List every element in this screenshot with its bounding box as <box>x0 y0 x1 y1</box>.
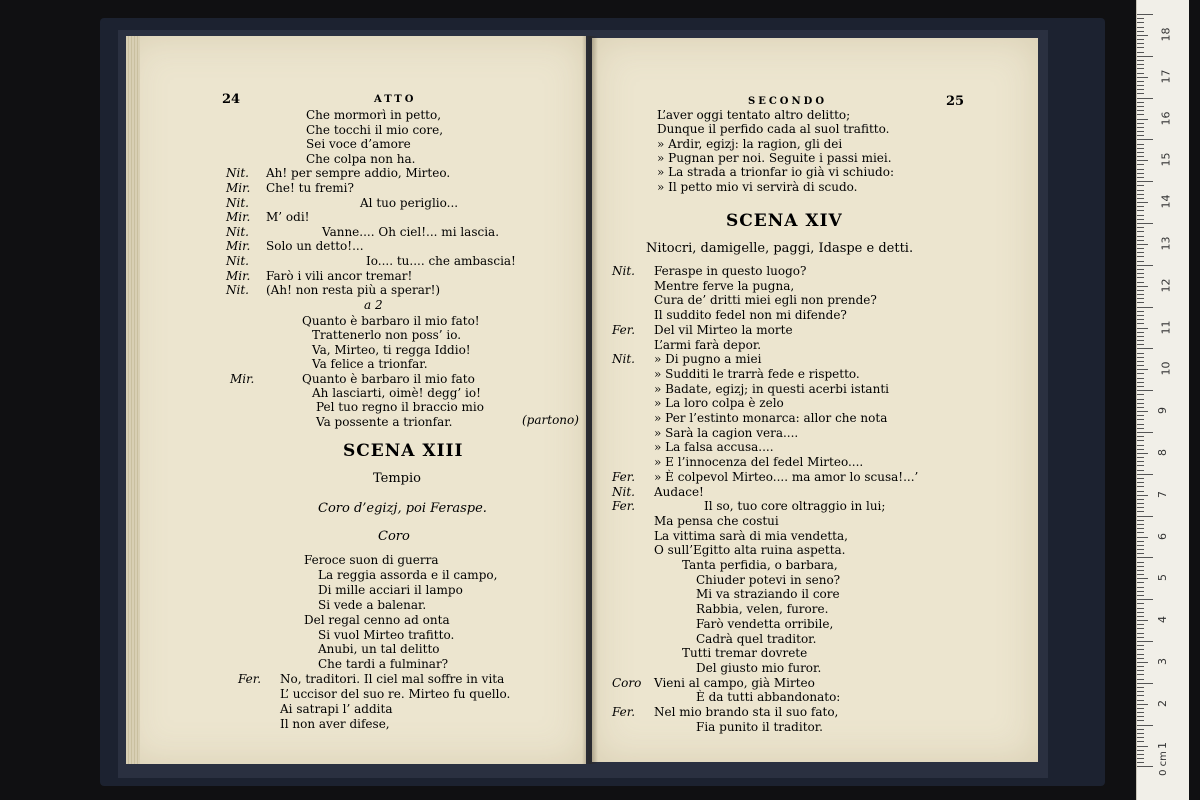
verse-line: » Di pugno a miei <box>654 352 762 367</box>
ruler-number: 7 <box>1156 490 1169 498</box>
verse-line: Ma pensa che costui <box>654 513 779 528</box>
verse-line: Vanne.... Oh ciel!... mi lascia. <box>322 224 500 239</box>
verse-line: La vittima sarà di mia vendetta, <box>654 528 848 543</box>
verse-line: Ah! per sempre addio, Mirteo. <box>266 166 451 181</box>
verse-line: Cura de’ dritti miei egli non prende? <box>654 293 877 308</box>
verse-line: » È colpevol Mirteo.... ma amor lo scusa!...’ <box>654 469 919 484</box>
verse-line: Trattenerlo non poss’ io. <box>312 328 462 343</box>
page-edges <box>126 36 140 764</box>
speaker-label: Nit. <box>226 283 249 298</box>
verse-line: (Ah! non resta più a sperar!) <box>266 283 441 298</box>
verse-line: Va felice a trionfar. <box>312 357 428 372</box>
verse-line: » E l’innocenza del fedel Mirteo.... <box>654 455 864 470</box>
book-gutter <box>582 36 598 764</box>
scene-characters-xiii: Coro d’egizj, poi Feraspe. <box>318 501 487 516</box>
verse-line: » Il petto mio vi servirà di scudo. <box>657 179 858 194</box>
page-number-left: 24 <box>222 92 241 107</box>
verse-line: Tanta perfidia, o barbara, <box>682 558 838 572</box>
verse-line: » Badate, egizj; in questi acerbi istanti <box>654 381 889 396</box>
ruler-number: 12 <box>1159 278 1173 293</box>
verse-line: Il non aver difese, <box>280 716 390 731</box>
verse-line: » Ardir, egizj: la ragion, gli dei <box>657 136 843 151</box>
speaker-label: Mir. <box>226 268 251 283</box>
verse-line: Va, Mirteo, ti regga Iddio! <box>312 342 471 357</box>
verse-line: Il suddito fedel non mi difende? <box>654 308 847 323</box>
verse-line: Del regal cenno ad onta <box>304 612 450 627</box>
speaker-label: Mir. <box>230 371 255 386</box>
verse-line: Vieni al campo, già Mirteo <box>654 675 815 690</box>
scene-title-xiii: SCENA XIII <box>343 441 464 461</box>
verse-line: Pel tuo regno il braccio mio <box>316 400 484 415</box>
verse-line: Dunque il perfido cada al suol trafitto. <box>657 122 890 137</box>
speaker-label: Fer. <box>612 469 636 484</box>
verse-line: Feroce suon di guerra <box>304 553 439 567</box>
verse-line: Sei voce d’amore <box>306 137 411 152</box>
verse-line: Farò vendetta orribile, <box>696 616 834 631</box>
measuring-ruler <box>1136 0 1189 800</box>
scene-characters-xiv: Nitocri, damigelle, paggi, Idaspe e detti. <box>646 241 914 256</box>
verse-line: Si vuol Mirteo trafitto. <box>318 627 455 642</box>
verse-line: Va possente a trionfar. <box>316 414 453 429</box>
ruler-number: 17 <box>1159 69 1173 84</box>
speaker-label: Fer. <box>612 499 636 514</box>
ruler-number: 4 <box>1156 616 1169 624</box>
speaker-label: Nit. <box>612 352 635 367</box>
ruler-number: 9 <box>1156 407 1169 415</box>
speaker-label: Fer. <box>238 672 262 687</box>
verse-line: Che! tu fremi? <box>266 181 354 195</box>
verse-line: Ah lasciarti, oimè! degg’ io! <box>312 386 481 400</box>
verse-line: » Per l’estinto monarca: allor che nota <box>654 411 888 425</box>
verse-line: Si vede a balenar. <box>318 597 427 612</box>
speaker-label: Nit. <box>612 484 635 499</box>
ruler-number: 8 <box>1156 449 1169 456</box>
verse-line: O sull’Egitto alta ruina aspetta. <box>654 543 846 558</box>
verse-line: Quanto è barbaro il mio fato <box>302 371 475 386</box>
verse-line: Mentre ferve la pugna, <box>654 278 795 293</box>
verse-line: Del vil Mirteo la morte <box>654 322 793 337</box>
ruler-number: 10 <box>1159 361 1173 376</box>
a-due-label: a 2 <box>364 298 383 312</box>
verse-line: Di mille acciari il lampo <box>318 582 463 597</box>
verse-line: » La loro colpa è zelo <box>654 396 784 411</box>
stage-direction-partono: (partono) <box>522 413 579 427</box>
verse-line: È da tutti abbandonato: <box>696 690 841 705</box>
ruler-number: 15 <box>1159 152 1173 167</box>
verse-line: » Sarà la cagion vera.... <box>654 425 799 440</box>
verse-line: Fia punito il traditor. <box>696 719 823 734</box>
ruler-number: 2 <box>1156 699 1169 707</box>
ruler-number: 18 <box>1159 27 1173 42</box>
verse-line: Cadrà quel traditor. <box>696 631 817 646</box>
verse-line: Il so, tuo core oltraggio in lui; <box>704 499 886 514</box>
verse-line: Nel mio brando sta il suo fato, <box>654 705 839 719</box>
speaker-label: Nit. <box>226 254 249 268</box>
running-head-left: ATTO <box>374 94 417 105</box>
speaker-label: Nit. <box>226 195 249 210</box>
verse-line: Ai satrapi l’ addita <box>280 702 393 716</box>
verse-line: » Sudditi le trarrà fede e rispetto. <box>654 366 860 381</box>
verse-line: Che mormorì in petto, <box>306 108 442 122</box>
verse-line: » La falsa accusa.... <box>654 440 774 455</box>
speaker-label: Mir. <box>226 210 251 225</box>
verse-line: Mi va straziando il core <box>696 587 840 602</box>
ruler-number: 16 <box>1159 111 1173 126</box>
running-head-right: SECONDO <box>748 96 828 107</box>
verse-line: L’aver oggi tentato altro delitto; <box>657 108 851 122</box>
verse-line: Rabbia, velen, furore. <box>696 602 829 617</box>
speaker-label: Mir. <box>226 239 251 254</box>
coro-label: Coro <box>378 529 410 544</box>
speaker-label: Mir. <box>226 181 251 195</box>
verse-line: Tutti tremar dovrete <box>682 646 808 661</box>
verse-line: Audace! <box>654 484 704 499</box>
verse-line: Che tardi a fulminar? <box>318 657 449 672</box>
speaker-label: Nit. <box>226 166 249 181</box>
verse-line: » La strada a trionfar io già vi schiudo: <box>657 165 894 180</box>
verse-line: Che colpa non ha. <box>306 151 416 166</box>
verse-line: Feraspe in questo luogo? <box>654 264 807 278</box>
verse-line: L’armi farà depor. <box>654 337 762 352</box>
ruler-number: 5 <box>1156 574 1169 582</box>
verse-line: Che tocchi il mio core, <box>306 122 444 137</box>
ruler-unit: 0 cm <box>1157 751 1169 776</box>
verse-line: M’ odi! <box>266 210 310 225</box>
verse-line: Io.... tu.... che ambascia! <box>366 254 516 268</box>
speaker-label: Nit. <box>226 224 249 239</box>
verse-line: La reggia assorda e il campo, <box>318 567 498 582</box>
ruler-number: 1 <box>1156 741 1169 749</box>
ruler-number: 6 <box>1156 532 1169 540</box>
scene-setting: Tempio <box>373 471 421 486</box>
ruler-number: 3 <box>1156 658 1169 665</box>
verse-line: Chiuder potevi in seno? <box>696 572 841 587</box>
speaker-label: Fer. <box>612 322 636 337</box>
speaker-label: Fer. <box>612 705 636 719</box>
verse-line: Del giusto mio furor. <box>696 660 822 675</box>
verse-line: Anubi, un tal delitto <box>318 642 440 657</box>
verse-line: L’ uccisor del suo re. Mirteo fu quello. <box>280 687 511 702</box>
speaker-label: Coro <box>612 675 642 690</box>
verse-line: » Pugnan per noi. Seguite i passi miei. <box>657 150 892 165</box>
verse-line: Solo un detto!... <box>266 239 364 254</box>
speaker-label: Nit. <box>612 264 635 278</box>
verse-line: Quanto è barbaro il mio fato! <box>302 314 480 328</box>
ruler-number: 14 <box>1159 194 1173 209</box>
verse-line: Farò i vili ancor tremar! <box>266 268 413 283</box>
scene-title-xiv: SCENA XIV <box>726 211 843 231</box>
verse-line: No, traditori. Il ciel mal soffre in vita <box>280 672 505 687</box>
page-number-right: 25 <box>946 94 965 109</box>
verse-line: Al tuo periglio... <box>360 195 459 210</box>
ruler-number: 13 <box>1159 236 1173 251</box>
ruler-number: 11 <box>1159 320 1173 335</box>
